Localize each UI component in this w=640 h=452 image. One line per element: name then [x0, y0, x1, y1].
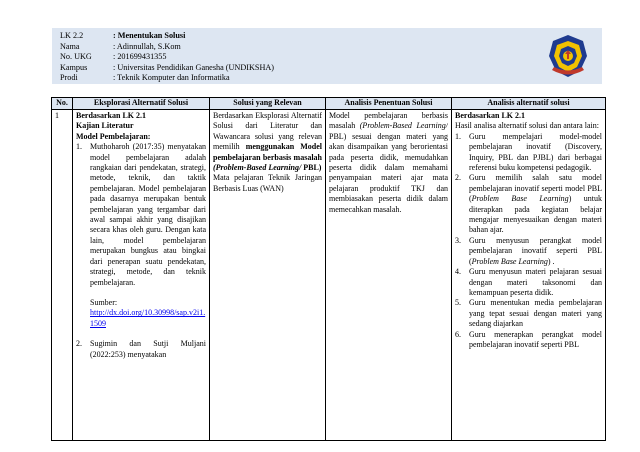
list-item: 4. Guru menyusun materi pelajaran sesuai dengan materi taksonomi dan kemampuan peserta didik.	[455, 267, 602, 297]
header-label: Kampus	[60, 62, 88, 72]
header-value: : Menentukan Solusi	[113, 31, 186, 40]
header-label: Prodi	[60, 73, 78, 82]
literature-quote-2: Sugimin dan Sutji Muljani (2022:253) menyatakan	[90, 339, 206, 359]
solusi-model-abbr: PBL)	[303, 163, 322, 173]
header-value: : 201699431355	[113, 52, 167, 61]
header-value: : Adinnullah, S.Kom	[113, 41, 181, 51]
col-header-eksplorasi: Eksplorasi Alternatif Solusi	[73, 98, 210, 110]
header-value: : Teknik Komputer dan Informatika	[113, 73, 230, 82]
list-item: 2. Guru memilih salah satu model pembelajaran inovatif seperti model PBL (Problem Base Learning) untuk diterapkan pada kegiatan belajar mengajar menyesuaikan dengan materi bahan ajar.	[455, 173, 602, 235]
list-item: 3. Guru menyusun perangkat model pembelajaran inovatif seperti PBL (Problem Base Learning) .	[455, 235, 602, 266]
list-item: 2. Sugimin dan Sutji Muljani (2022:253) menyatakan	[76, 339, 206, 359]
col-header-solusi: Solusi yang Relevan	[210, 98, 326, 110]
col-header-analisis-alternatif: Analisis alternatif solusi	[452, 98, 606, 110]
analisis-text-b: (Problem-Based Learning/	[359, 121, 448, 131]
header-label: LK 2.2	[60, 31, 84, 40]
solusi-model-term: (Problem-Based Learning/	[213, 163, 302, 173]
document-header	[52, 28, 602, 84]
cell-solusi	[210, 110, 326, 441]
list-item: 5. Guru menentukan media pembelajaran yang tepat sesuai dengan materi yang sedang diajarkan	[455, 298, 602, 329]
eksplorasi-source: Berdasarkan LK 2.1	[76, 111, 147, 120]
row-number: 1	[52, 110, 73, 441]
solusi-model: menggunakan Model pembelajaran berbasis masalah	[213, 142, 322, 162]
list-item: 1. Muthoharoh (2017:35) menyatakan model pembelajaran adalah rangkaian dari pendekatan, strategi, metode, teknik, dan taktik pembelajaran. Model pembelajaran pada dasarnya merupakan bentuk pembelajaran yang tergambar dari awal sampai akhir yang disajikan secara khas oleh guru. Dengan kata lain, model pembelajaran merupakan bungkus atau bingkai dari penerapan suatu pendekatan, strategi, metode, dan teknik pembelajaran. Sumber: http://dx.doi.org/10.30998/sap.v2i1.1509	[76, 142, 206, 328]
col-header-analisis-penentuan: Analisis Penentuan Solusi	[326, 98, 452, 110]
solusi-subject: Mata pelajaran Teknik Jaringan Berbasis Luas (WAN)	[213, 173, 322, 193]
alternatif-source: Berdasarkan LK 2.1	[455, 111, 526, 120]
list-item: 6. Guru menerapkan perangkat model pembelajaran inovatif seperti PBL	[455, 329, 602, 349]
col-header-no: No.	[52, 98, 73, 110]
cell-eksplorasi	[73, 110, 210, 441]
alternatif-intro: Hasil analisa alternatif solusi dan antara lain:	[455, 121, 599, 131]
table-header-row	[52, 98, 606, 110]
header-label: No. UKG	[60, 52, 92, 61]
solusi-text: Berdasarkan Eksplorasi Alternatif Solusi dari Literatur dan Wawancara solusi yang relevan memilih	[213, 111, 322, 152]
solution-table	[51, 97, 606, 441]
list-item: 1. Guru mempelajari model-model pembelajaran inovatif (Discovery, Inquiry, PBL dan PJBL) dari berbagai referensi buku kompetensi pedagogik.	[455, 131, 602, 173]
undiksha-logo-icon	[540, 32, 596, 80]
cell-analisis-penentuan	[326, 110, 452, 441]
source-label: Sumber:	[90, 297, 118, 307]
table-row	[52, 110, 606, 441]
analisis-text-c: PBL) sesuai dengan materi yang akan disampaikan yang berorientasi pada peserta didik, memudahkan peserta didik dalam memahami penyampaian materi ajar mata pelajaran produktif TKJ dan membiasakan peserta didik dalam memecahkan masalah.	[329, 131, 448, 214]
header-value: : Universitas Pendidikan Ganesha (UNDIKSHA)	[113, 62, 274, 72]
eksplorasi-heading: Model Pembelajaran:	[76, 131, 151, 141]
header-label: Nama	[60, 41, 80, 51]
eksplorasi-subtitle: Kajian Literatur	[76, 121, 134, 131]
analisis-text-a: Model pembelajaran berbasis masalah	[329, 111, 448, 131]
source-link[interactable]: http://dx.doi.org/10.30998/sap.v2i1.1509	[90, 308, 206, 328]
literature-quote-1: Muthoharoh (2017:35) menyatakan model pembelajaran adalah rangkaian dari pendekatan, strategi, metode, teknik, dan taktik pembelajaran. Model pembelajaran pada dasarnya merupakan bentuk pembelajaran yang tergambar dari awal sampai akhir yang disajikan secara khas oleh guru. Dengan kata lain, model pembelajaran merupakan bungkus atau bingkai dari penerapan suatu pendekatan, strategi, metode, dan teknik pembelajaran.	[90, 142, 206, 287]
cell-analisis-alternatif	[452, 110, 606, 441]
